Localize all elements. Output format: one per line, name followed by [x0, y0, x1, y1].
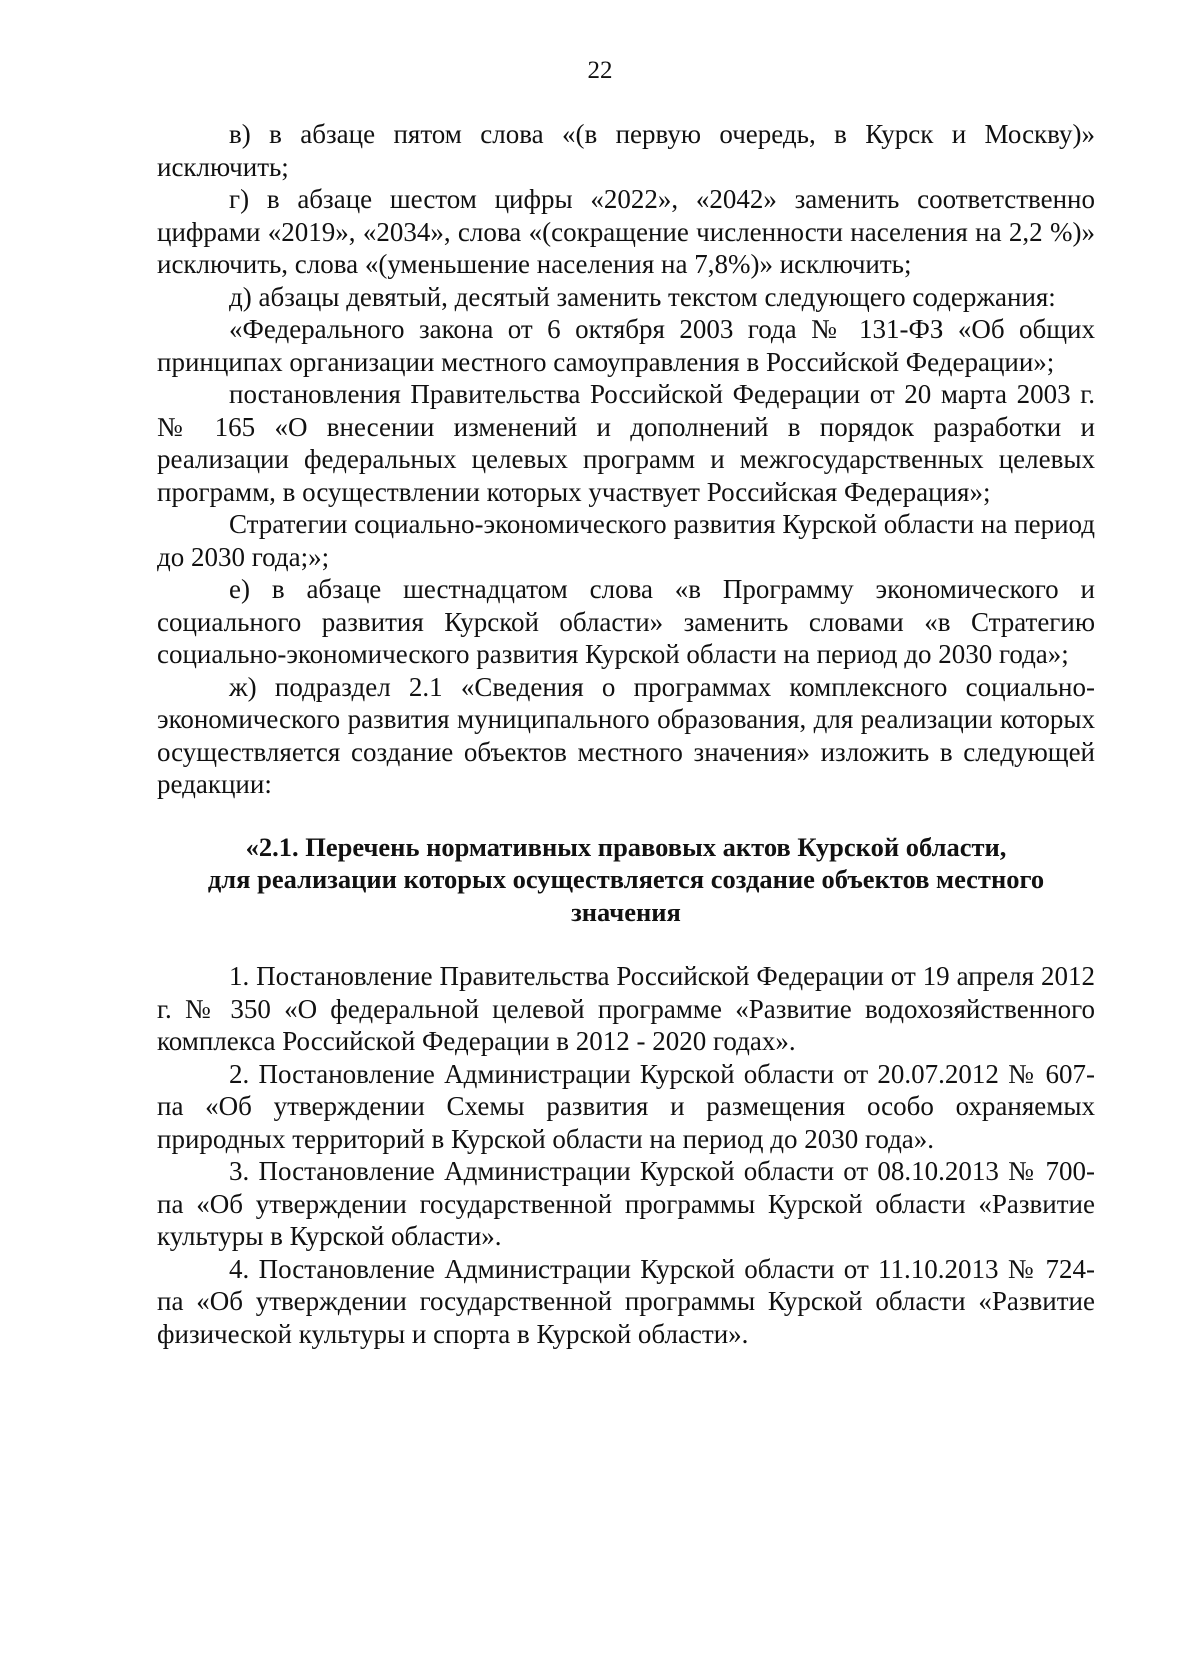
paragraph-v: в) в абзаце пятом слова «(в первую очередь, в Курск и Москву)» исключить; — [157, 119, 1095, 182]
section-heading-line: значения — [571, 896, 681, 927]
paragraph-e: е) в абзаце шестнадцатом слова «в Программу экономического и социального развития Курской области» заменить словами «в Стратегию социально-экономического развития Курской области на период до 2030 года»; — [157, 574, 1095, 669]
list-item: 1. Постановление Правительства Российской Федерации от 19 апреля 2012 г. № 350 «О федеральной целевой программе «Развитие водохозяйственного комплекса Российской Федерации в 2012 - 2020 годах». — [157, 961, 1095, 1056]
section-heading — [157, 831, 1095, 929]
paragraph-strategy: Стратегии социально-экономического развития Курской области на период до 2030 года;»; — [157, 509, 1095, 572]
list-item: 4. Постановление Администрации Курской области от 11.10.2013 № 724-па «Об утверждении государственной программы Курской области «Развитие физической культуры и спорта в Курской области». — [157, 1253, 1095, 1349]
list-item: 2. Постановление Администрации Курской области от 20.07.2012 № 607-па «Об утверждении Схемы развития и размещения особо охраняемых природных территорий в Курской области на период до 2030 года». — [157, 1058, 1095, 1154]
paragraph-g: г) в абзаце шестом цифры «2022», «2042» заменить соответственно цифрами «2019», «2034», слова «(сокращение численности населения на 2,2 %)» исключить, слова «(уменьшение населения на 7,8%)» исключить; — [157, 184, 1095, 279]
list-item: 3. Постановление Администрации Курской области от 08.10.2013 № 700-па «Об утверждении государственной программы Курской области «Развитие культуры в Курской области». — [157, 1156, 1095, 1251]
paragraph-zh: ж) подраздел 2.1 «Сведения о программах комплексного социально-экономического развития муниципального образования, для реализации которых осуществляется создание объектов местного значения» изложить в следующей редакции: — [157, 671, 1095, 799]
section-heading-line: для реализации которых осуществляется создание объектов местного — [207, 864, 1045, 894]
document-body — [157, 118, 1095, 1350]
section-heading-line: «2.1. Перечень нормативных правовых актов Курской области, — [245, 831, 1007, 862]
page-number: 22 — [587, 57, 613, 84]
paragraph-government-decree: постановления Правительства Российской Федерации от 20 марта 2003 г. № 165 «О внесении изменений и дополнений в порядок разработки и реализации федеральных целевых программ и межгосударственных целевых программ, в осуществлении которых участвует Российская Федерация»; — [157, 379, 1095, 507]
paragraph-federal-law: «Федерального закона от 6 октября 2003 года № 131-ФЗ «Об общих принципах организации местного самоуправления в Российской Федерации»; — [157, 314, 1095, 377]
paragraph-d: д) абзацы девятый, десятый заменить текстом следующего содержания: — [229, 281, 1056, 312]
